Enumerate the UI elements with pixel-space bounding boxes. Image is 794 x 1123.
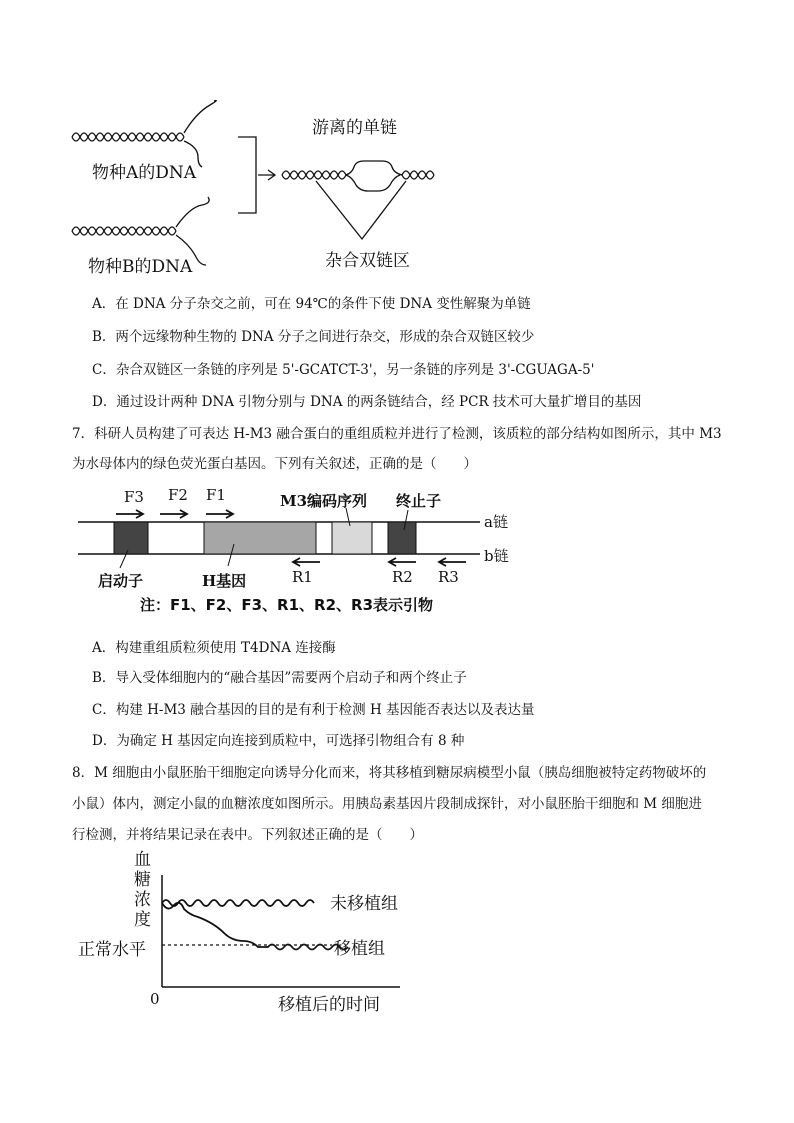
free-strand-label: 游离的单链 [312, 118, 397, 138]
species-a-dna-label: 物种A的DNA [92, 163, 197, 183]
promoter-block [114, 522, 148, 554]
primer-r1-label: R1 [292, 568, 313, 586]
q6-option-b: B．两个远缘物种生物的 DNA 分子之间进行杂交，形成的杂合双链区较少 [92, 329, 535, 345]
series-label-transplanted: 移植组 [334, 939, 385, 959]
primer-f3-label: F3 [124, 488, 144, 506]
q8-stem-line3: 行检测，并将结果记录在表中。下列叙述正确的是（ ） [72, 827, 423, 843]
terminator-label: 终止子 [396, 492, 442, 510]
q7-option-b: B．导入受体细胞内的“融合基因”需要两个启动子和两个终止子 [92, 670, 467, 686]
q7-option-c: C．构建 H-M3 融合基因的目的是有利于检测 H 基因能否表达以及表达量 [92, 702, 535, 718]
q6-option-c: C．杂合双链区一条链的序列是 5'-GCATCT-3'，另一条链的序列是 3'-CGUAGA-5' [92, 362, 595, 378]
species-b-dna-label: 物种B的DNA [88, 257, 193, 277]
chart-xlabel: 移植后的时间 [278, 995, 380, 1015]
series-line-transplanted [162, 903, 348, 950]
primer-f2-label: F2 [168, 486, 188, 504]
q6-option-a: A．在 DNA 分子杂交之前，可在 94℃的条件下使 DNA 变性解聚为单链 [92, 296, 531, 312]
series-line-untransplanted [162, 900, 314, 906]
forward-primer-arrows [116, 510, 233, 518]
normal-level-label: 正常水平 [78, 940, 146, 960]
chart-ylabel: 血糖浓度 [134, 850, 151, 930]
promoter-label: 启动子 [98, 572, 144, 590]
arrow-right-icon [258, 170, 275, 180]
q8-stem-line1: 8．M 细胞由小鼠胚胎干细胞定向诱导分化而来，将其移植到糖尿病模型小鼠（胰岛细胞被特定药物破坏的 [72, 765, 707, 781]
h-gene-label: H基因 [202, 572, 247, 590]
series-label-untransplanted: 未移植组 [330, 894, 398, 914]
terminator-block [388, 522, 416, 554]
q7-stem-line1: 7．科研人员构建了可表达 H-M3 融合蛋白的重组质粒并进行了检测，该质粒的部分结构如图所示，其中 M3 [72, 426, 722, 442]
q7-option-a: A．构建重组质粒须使用 T4DNA 连接酶 [92, 640, 336, 656]
a-chain-label: a链 [484, 513, 508, 531]
q8-stem-line2: 小鼠）体内，测定小鼠的血糖浓度如图所示。用胰岛素基因片段制成探针，对小鼠胚胎干细胞和 M 细胞进 [72, 796, 702, 812]
primer-r2-label: R2 [392, 568, 413, 586]
q7-option-d: D．为确定 H 基因定向连接到质粒中，可选择引物组合有 8 种 [92, 733, 465, 749]
q7-stem-line2: 为水母体内的绿色荧光蛋白基因。下列有关叙述，正确的是（ ） [72, 456, 477, 472]
m3-block [332, 522, 372, 554]
figure7-note: 注：F1、F2、F3、R1、R2、R3表示引物 [140, 596, 434, 614]
chart-origin-label: 0 [150, 990, 160, 1008]
m3-coding-sequence-label: M3编码序列 [280, 492, 368, 510]
primer-r3-label: R3 [438, 568, 459, 586]
q6-option-d: D．通过设计两种 DNA 引物分别与 DNA 的两条链结合，经 PCR 技术可大量扩增目的基因 [92, 394, 642, 410]
b-chain-label: b链 [484, 547, 509, 565]
hybrid-dna-helix [282, 161, 434, 239]
primer-f1-label: F1 [206, 486, 226, 504]
reverse-primer-arrows [293, 558, 466, 566]
h-gene-block [204, 522, 316, 554]
hybrid-region-label: 杂合双链区 [325, 251, 410, 271]
bracket [238, 137, 256, 213]
